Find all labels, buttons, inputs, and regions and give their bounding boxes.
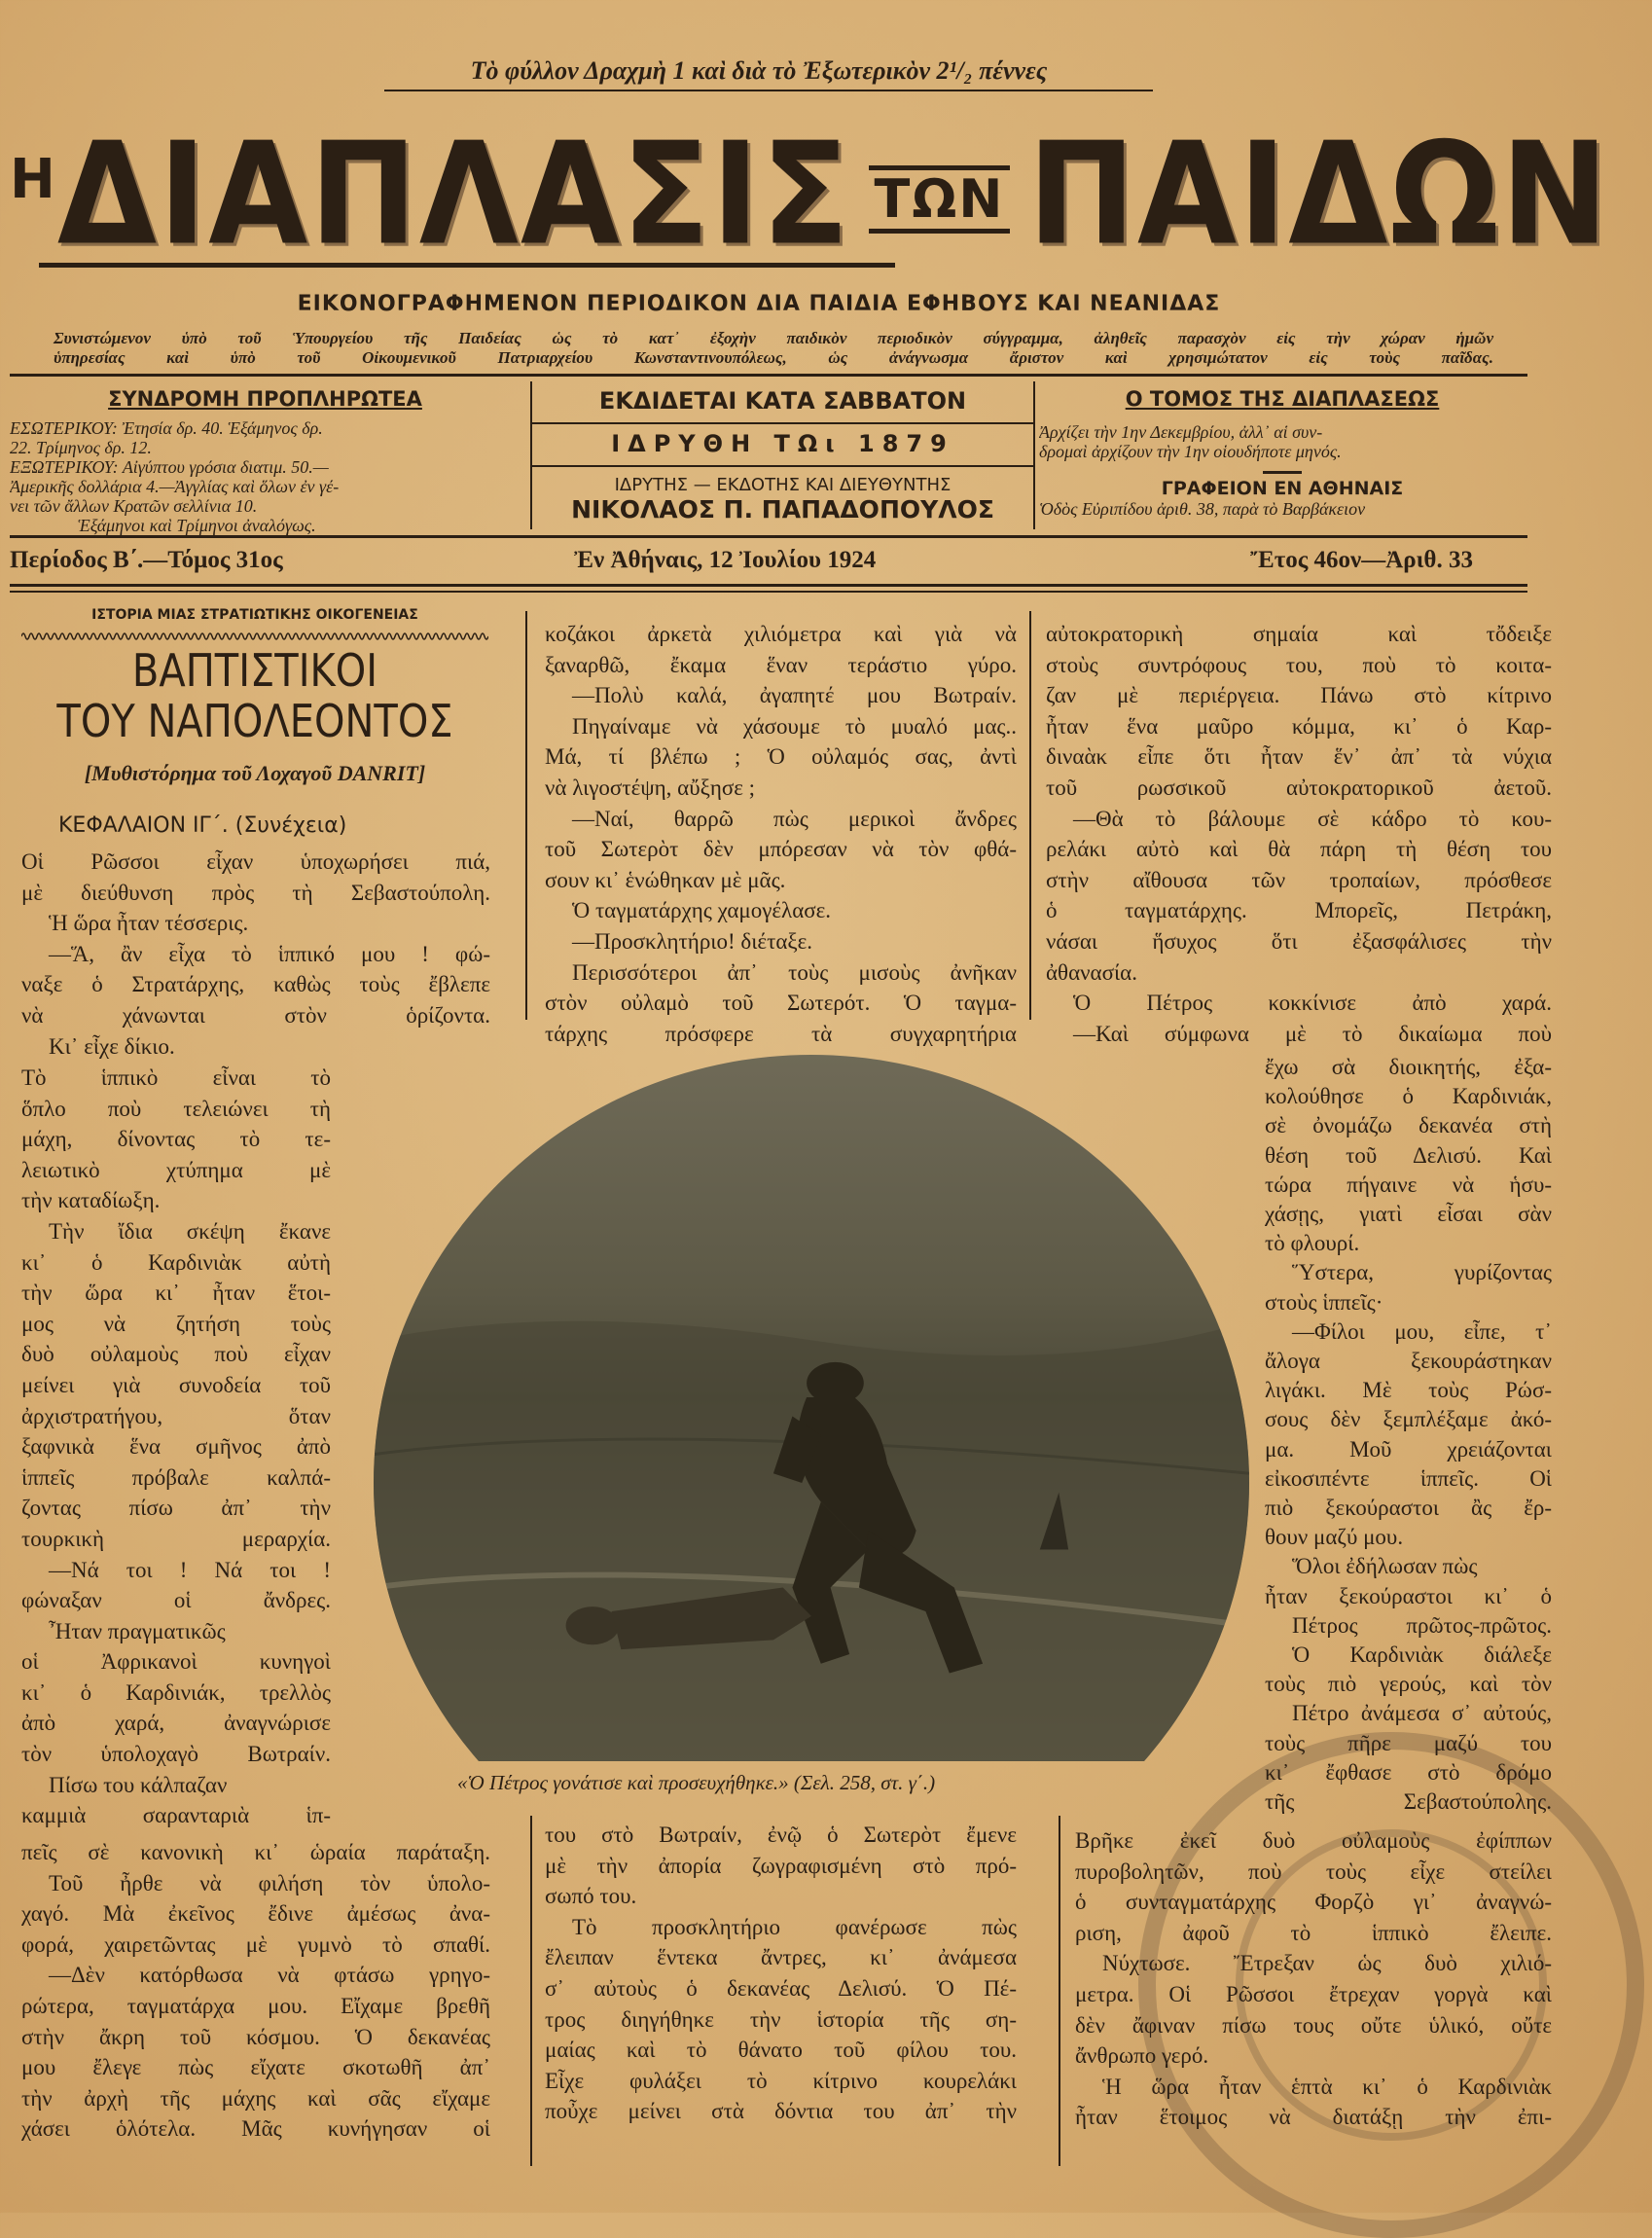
text-line: Τὸ ἱππικὸ εἶναι τὸ (21, 1065, 331, 1090)
text-line: πεῖς σὲ κανονικὴ κι᾿ ὡραία παράταξη. (21, 1840, 490, 1864)
text-line: δυὸ οὐλαμοὺς ποὺ εἶχαν (21, 1342, 331, 1367)
column-3-bottom (1075, 1825, 1552, 2133)
text-line: λειωτικὸ χτύπημα μὲ (21, 1157, 331, 1182)
illustration-caption: «Ὁ Πέτρος γονάτισε καὶ προσευχήθηκε.» (Σελ. 258, στ. γ΄.) (457, 1771, 936, 1794)
text-line: Πηγαίναμε νὰ χάσουμε τὸ μυαλό μας.. (572, 713, 1017, 739)
text-line: τὴν καταδίωξη. (21, 1188, 161, 1213)
subscription-line: Ἀμερικῆς δολλάρια 4.—Ἀγγλίας καὶ ὅλων ἐν γέ- (10, 477, 340, 496)
text-line: σὲ ὀνομάζω δεκανέα στὴ (1265, 1113, 1552, 1138)
text-line: μα. Μοῦ χρειάζονται (1265, 1436, 1552, 1462)
issue-date: Ἐν Ἀθήναις, 12 Ἰουλίου 1924 (574, 547, 877, 573)
text-line: Ὁ ταγματάρχης χαμογέλασε. (572, 898, 832, 923)
text-line: μὲ διεύθυνση πρὸς τὴ Σεβαστούπολη. (21, 880, 490, 905)
text-line: Πέτρος πρῶτος-πρῶτος. (1292, 1612, 1552, 1638)
text-line: στοὺς συντρόφους του, ποὺ τὸ κοιτα- (1046, 652, 1552, 677)
subscription-line: νει τῶν ἄλλων Κρατῶν σελλίνια 10. (10, 496, 258, 516)
column-1-top (21, 847, 490, 1062)
column-3-top (1046, 619, 1552, 1049)
text-line: μετρα. Οἱ Ρῶσσοι ἔτρεχαν γοργὰ καὶ (1075, 1981, 1552, 2006)
text-line: τουρκικὴ μεραρχία. (21, 1526, 331, 1551)
text-line: ὁ συνταγματάρχης Φορζὸ γι᾿ ἀναγνώ- (1075, 1890, 1552, 1915)
publisher-name: ΝΙΚΟΛΑΟΣ Π. ΠΑΠΑΔΟΠΟΥΛΟΣ (571, 495, 994, 523)
text-line: τὴν ὥρα κι᾿ ἦταν ἕτοι- (21, 1281, 331, 1306)
text-line: φορά, χαιρετῶντας μὲ γυμνὸ τὸ σπαθί. (21, 1931, 490, 1957)
text-line: θέση τοῦ Δελισύ. Καὶ (1265, 1142, 1552, 1168)
masthead-word-diaplasis: ΔΙΑΠΛΑΣΙΣ (56, 112, 851, 277)
text-line: ναξε ὁ Στρατάρχης, καθὼς τοὺς ἔβλεπε (21, 972, 490, 997)
text-line: Ὅλοι ἐδήλωσαν πὼς (1292, 1554, 1478, 1579)
text-line: τοὺς πῆρε μαζύ του (1265, 1730, 1552, 1755)
column-1-wrap (21, 1063, 331, 1831)
publication-schedule: ΕΚΔΙΔΕΤΑΙ ΚΑΤΑ ΣΑΒΒΑΤΟΝ (532, 381, 1033, 424)
text-line: σουν κι᾿ ἑνώθηκαν μὲ μᾶς. (545, 867, 786, 892)
column-rule (525, 611, 527, 1020)
text-line: —Νά τοι ! Νά τοι ! (49, 1557, 331, 1582)
text-line: ὅπλο ποὺ τελειώνει τὴ (21, 1096, 331, 1121)
article-title-line1: ΒΑΠΤΙΣΤΙΚΟΙ (131, 645, 378, 698)
text-line: ἀπὸ χαρά, ἀναγνώρισε (21, 1711, 331, 1736)
period-volume: Περίοδος Β΄.—Τόμος 31ος (10, 547, 283, 573)
text-line: ἦταν ἕτοιμος νὰ διατάξῃ τὴν ἐπι- (1075, 2105, 1552, 2130)
text-line: μὲ τὴν ἀπορία ζωγραφισμένη στὸ πρό- (545, 1853, 1017, 1878)
publisher-box (530, 381, 1035, 529)
text-line: στὴν ἄκρη τοῦ κόσμου. Ὁ δεκανέας (21, 2024, 490, 2049)
article-kicker: ΙΣΤΟΡΙΑ ΜΙΑΣ ΣΤΡΑΤΙΩΤΙΚΗΣ ΟΙΚΟΓΕΝΕΙΑΣ (91, 607, 418, 623)
divider (10, 584, 1527, 587)
founded-year: ΙΔΡΥΘΗ ΤΩι 1879 (532, 424, 1033, 467)
text-line: τὸν ὑπολοχαγὸ Βωτραίν. (21, 1742, 331, 1767)
text-line: μείνει γιὰ συνοδεία τοῦ (21, 1372, 331, 1397)
masthead-subtitle: ΕΙΚΟΝΟΓΡΑΦΗΜΕΝΟΝ ΠΕΡΙΟΔΙΚΟΝ ΔΙΑ ΠΑΙΔΙΑ ΕΦΗΒΟΥΣ ΚΑΙ ΝΕΑΝΙΔΑΣ (297, 292, 1221, 316)
text-line: Περισσότεροι ἀπ᾿ τοὺς μισοὺς ἀνῆκαν (572, 959, 1017, 985)
text-line: Ὁ Πέτρος κοκκίνισε ἀπὸ χαρά. (1073, 991, 1552, 1016)
subscription-box (10, 381, 521, 535)
column-2-bottom (545, 1820, 1017, 2127)
text-line: κοζάκοι ἀρκετὰ χιλιόμετρα καὶ γιὰ νὰ (545, 622, 1017, 646)
text-line: σ᾿ αὐτοὺς ὁ δεκανέας Δελισύ. Ὁ Πέ- (545, 1975, 1017, 2001)
text-line: πυροβολητῶν, ποὺ τοὺς εἶχε στείλει (1075, 1859, 1552, 1884)
text-line: Πίσω του κάλπαζαν (49, 1772, 228, 1797)
subscription-line: Ἑξάμηνοι καὶ Τρίμηνοι ἀναλόγως. (78, 516, 316, 535)
text-line: τοὺς πιὸ γερούς, καὶ τὸν (1265, 1672, 1552, 1697)
text-line: Ὕστερα, γυρίζοντας (1292, 1260, 1552, 1285)
subscription-line: ΕΞΩΤΕΡΙΚΟΥ: Αἰγύπτου γρόσια διατιμ. 50.— (10, 457, 329, 477)
text-line: —Πολὺ καλά, ἀγαπητέ μου Βωτραίν. (572, 683, 1017, 708)
subscription-title: ΣΥΝΔΡΟΜΗ ΠΡΟΠΛΗΡΩΤΕΑ (108, 387, 422, 411)
text-line: τοῦ ρωσσικοῦ αὐτοκρατορικοῦ ἀετοῦ. (1046, 775, 1552, 800)
text-line: Βρῆκε ἐκεῖ δυὸ οὐλαμοὺς ἐφίππων (1075, 1828, 1552, 1853)
text-line: στὸν οὐλαμὸ τοῦ Σωτερότ. Ὁ ταγμα- (545, 991, 1017, 1016)
text-line: νάσαι ἥσυχος ὅτι ἐξασφάλισες τὴν (1046, 928, 1552, 954)
text-line: ἔλειπαν ἕντεκα ἄντρες, κι᾿ ἀνάμεσα (545, 1945, 1017, 1970)
text-line: Κι᾿ εἶχε δίκιο. (49, 1033, 175, 1059)
article-byline: [Μυθιστόρημα τοῦ Λοχαγοῦ DANRIT] (84, 761, 426, 785)
wavy-divider (21, 631, 488, 642)
text-line: Ὁ Καρδινιὰκ διάλεξε (1292, 1642, 1552, 1668)
volume-line: δρομαὶ ἀρχίζουν τὴν 1ην οἱουδήποτε μηνός. (1039, 442, 1342, 461)
text-line: Μά, τί βλέπω ; Ὁ οὐλαμός σας, ἀντὶ (545, 744, 1017, 770)
text-line: ἀρχιστρατήγου, ὅταν (21, 1403, 331, 1428)
masthead-article: Η (10, 148, 57, 211)
text-line: κι᾿ ὁ Καρδινιὰκ αὐτὴ (21, 1249, 331, 1275)
text-line: χαγό. Μὰ ἐκεῖνος ἔδινε ἀμέσως ἀνα- (21, 1901, 490, 1927)
text-line: δὲν ἄφιναν πίσω τους οὔτε ὑλικό, οὔτε (1075, 2012, 1552, 2038)
volume-box (1039, 381, 1526, 529)
text-line: του στὸ Βωτραίν, ἐνῷ ὁ Σωτερὸτ ἔμενε (545, 1823, 1017, 1847)
column-rule (1029, 611, 1031, 1020)
text-line: τώρα πήγαινε νὰ ἡσυ- (1265, 1172, 1552, 1197)
column-rule (530, 1816, 532, 2166)
chapter-heading: ΚΕΦΑΛΑΙΟΝ ΙΓ΄. (Συνέχεια) (58, 813, 347, 838)
text-line: πιὸ ξεκούραστοι ἂς ἔρ- (1265, 1496, 1552, 1521)
text-line: στοὺς ἱππεῖς· (1265, 1289, 1383, 1315)
text-line: μου ἔλεγε πὼς εἴχατε σκοτωθῆ ἀπ᾿ (21, 2055, 490, 2080)
text-line: Ἦταν πραγματικῶς (49, 1618, 226, 1643)
text-line: ξαφνικὰ ἕνα σμῆνος ἀπὸ (21, 1434, 331, 1460)
divider (1263, 471, 1302, 474)
text-line: αὐτοκρατορικὴ σημαία καὶ τὄδειξε (1046, 622, 1552, 646)
endorsement-line: ὑπηρεσίας καὶ ὑπὸ τοῦ Οἰκουμενικοῦ Πατριαρχείου Κωνσταντινουπόλεως, ὡς ἀνάγνωσμα ἄριστον καὶ χρησιμώτατον εἰς τοὺς παῖδας. (54, 348, 1493, 367)
text-line: Εἶχε φυλάξει τὸ κίτρινο κουρελάκι (545, 2068, 1017, 2093)
column-1-bottom (21, 1837, 490, 2145)
text-line: σωπό του. (545, 1884, 637, 1909)
text-line: μαίας καὶ τὸ θάνατο τοῦ φίλου του. (545, 2038, 1017, 2063)
divider (10, 591, 1527, 593)
text-line: οἱ Ἀφρικανοὶ κυνηγοὶ (21, 1649, 331, 1675)
text-line: τάρχης πρόσφερε τὰ συγχαρητήρια (545, 1021, 1017, 1046)
subscription-line: 22. Τρίμηνος δρ. 12. (10, 438, 152, 457)
text-line: λιγάκι. Μὲ τοὺς Ρώσ- (1265, 1378, 1552, 1403)
text-line: ἀθανασία. (1046, 959, 1137, 985)
text-line: Ἡ ὥρα ἦταν ἑπτὰ κι᾿ ὁ Καρδινιὰκ (1102, 2074, 1552, 2099)
text-line: —Ἅ, ἂν εἶχα τὸ ἱππικό μου ! φώ- (49, 941, 490, 966)
divider (39, 263, 895, 268)
text-line: —Θὰ τὸ βάλουμε σὲ κάδρο τὸ κου- (1073, 806, 1552, 831)
masthead-word-paidon: ΠΑΙΔΩΝ (1027, 112, 1611, 277)
text-line: ζοντας πίσω ἀπ᾿ τὴν (21, 1496, 331, 1521)
issue-number: Ἔτος 46ον—Ἀριθ. 33 (1250, 547, 1473, 573)
text-line: ἱππεῖς πρόβαλε καλπά- (21, 1464, 331, 1490)
divider (10, 374, 1527, 377)
text-line: κι᾿ ἔφθασε στὸ δρόμο (1265, 1759, 1552, 1785)
text-line: κι᾿ ὁ Καρδινιάκ, τρελλὸς (21, 1679, 331, 1705)
text-line: —Φίλοι μου, εἶπε, τ᾿ (1292, 1318, 1552, 1344)
text-line: ἦταν ξεκούραστοι κι᾿ ὁ (1265, 1583, 1552, 1608)
text-line: Οἱ Ρῶσσοι εἶχαν ὑποχωρήσει πιά, (21, 849, 490, 874)
text-line: Τὴν ἴδια σκέψη ἔκανε (49, 1218, 331, 1244)
text-line: —Καὶ σύμφωνα μὲ τὸ δικαίωμα ποὺ (1073, 1021, 1552, 1046)
text-line: τὴν ἀρχὴ τῆς μάχης καὶ σᾶς εἴχαμε (21, 2085, 490, 2111)
text-line: ὁ ταγματάρχης. Μπορεῖς, Πετράκη, (1046, 898, 1552, 923)
text-line: ποὖχε μείνει στὰ δόντια του ἀπ᾿ τὴν (545, 2099, 1017, 2124)
text-line: ρελάκι αὐτὸ καὶ θὰ πάρη τὴ θέση του (1046, 837, 1552, 862)
text-line: ἦταν ἕνα μαῦρο κόμμα, κι᾿ ὁ Καρ- (1046, 713, 1552, 739)
text-line: —Ναί, θαρρῶ πὼς μερικοὶ ἄνδρες (572, 806, 1017, 831)
volume-line: Ἀρχίζει τὴν 1ην Δεκεμβρίου, ἀλλ᾿ αἱ συν- (1039, 422, 1323, 442)
text-line: διναὰκ εἶπε ὅτι ἦταν ἕν᾿ ἀπ᾿ τὰ νύχια (1046, 744, 1552, 770)
text-line: στὴν αἴθουσα τῶν τροπαίων, πρόσθεσε (1046, 867, 1552, 892)
text-line: μάχη, δίνοντας τὸ τε- (21, 1127, 331, 1152)
text-line: ἄλογα ξεκουράστηκαν (1265, 1349, 1552, 1374)
text-line: ρώτερα, ταγματάρχα μου. Εἴχαμε βρεθῆ (21, 1993, 490, 2018)
price-line: Τὸ φύλλον Δραχμὴ 1 καὶ διὰ τὸ Ἐξωτερικὸν 2¹/₂ πέννες (470, 56, 1048, 85)
divider (10, 535, 1527, 538)
subscription-line: ΕΣΩΤΕΡΙΚΟΥ: Ἐτησία δρ. 40. Ἑξάμηνος δρ. (10, 418, 323, 438)
volume-title: Ο ΤΟΜΟΣ ΤΗΣ ΔΙΑΠΛΑΣΕΩΣ (1125, 387, 1440, 411)
text-line: Τὸ προσκλητήριο φανέρωσε πὼς (572, 1914, 1017, 1939)
text-line: τὸ φλουρί. (1265, 1231, 1360, 1256)
text-line: εἰκοσιπέντε ἱππεῖς. Οἱ (1265, 1465, 1552, 1491)
text-line: Πέτρο ἀνάμεσα σ᾿ αὐτούς, (1292, 1701, 1552, 1726)
masthead-logo (10, 112, 1611, 282)
text-line: σους δὲν ξεμπλέξαμε ἀκό- (1265, 1407, 1552, 1432)
text-line: —Δὲν κατόρθωσα νὰ φτάσω γρηγο- (49, 1963, 490, 1988)
text-line: ξαναρθῶ, ἔκαμα ἕναν τεράστιο γύρο. (545, 652, 1017, 677)
text-line: ἔχω σὰ διοικητής, ἐξα- (1265, 1055, 1552, 1079)
text-line: τοῦ Σωτερὸτ δὲν μπόρεσαν νὰ τὸν φθά- (545, 837, 1017, 862)
text-line: ζαν μὲ περιέργεια. Πάνω στὸ κίτρινο (1046, 683, 1552, 708)
office-title: ΓΡΑΦΕΙΟΝ ΕΝ ΑΘΗΝΑΙΣ (1161, 478, 1404, 499)
text-line: χάσει ὁλότελα. Μᾶς κυνήγησαν οἱ (21, 2116, 490, 2142)
text-line: Τοῦ ἦρθε νὰ φιλήση τὸν ὑπολο- (49, 1870, 490, 1895)
text-line: θουν μαζύ μου. (1265, 1525, 1404, 1550)
text-line: καμμιὰ σαρανταριὰ ἱπ- (21, 1803, 331, 1828)
text-line: φώναξαν οἱ ἄνδρες. (21, 1588, 331, 1613)
text-line: χάσῃς, γιατὶ εἶσαι σὰν (1265, 1202, 1552, 1227)
column-3-wrap (1265, 1053, 1552, 1817)
office-address: Ὁδὸς Εὐριπίδου ἀριθ. 38, παρὰ τὸ Βαρβάκειον (1039, 499, 1366, 519)
text-line: ἄνθρωπο γερό. (1075, 2043, 1209, 2069)
divider (384, 90, 1153, 91)
text-line: Νύχτωσε. Ἔτρεξαν ὡς δυὸ χιλιό- (1102, 1951, 1552, 1976)
text-line: τρος διηγήθηκε τὴν ἱστορία τῆς ση- (545, 2006, 1017, 2032)
text-line: ριση, ἀφοῦ τὸ ἱππικὸ ἔλειπε. (1075, 1920, 1552, 1945)
text-line: νὰ χάνωνται στὸν ὁρίζοντα. (21, 1002, 490, 1028)
illustration-soldier-praying (374, 1055, 1249, 1761)
endorsement-line: Συνιστώμενον ὑπὸ τοῦ Ὑπουργείου τῆς Παιδείας ὡς τὸ κατ᾿ ἐξοχὴν παιδικὸν περιοδικὸν σύγγραμμα, ἀληθεῖς παρασχὸν εἰς τὴν χώραν ἡμῶν (54, 329, 1493, 347)
text-line: κολούθησε ὁ Καρδινιάκ, (1265, 1084, 1552, 1109)
publisher-role: ΙΔΡΥΤΗΣ — ΕΚΔΟΤΗΣ ΚΑΙ ΔΙΕΥΘΥΝΤΗΣ (614, 475, 952, 495)
masthead-word-ton: ΤΩΝ (869, 165, 1011, 234)
text-line: νὰ λιγοστέψη, αὔξησε ; (545, 775, 756, 800)
text-line: μος νὰ ζητήση τοὺς (21, 1311, 331, 1336)
article-title-line2: ΤΟΥ ΝΑΠΟΛΕΟΝΤΟΣ (56, 696, 453, 748)
text-line: Ἡ ὥρα ἦταν τέσσερις. (49, 911, 249, 936)
column-rule (1059, 1816, 1060, 2166)
text-line: τῆς Σεβαστούπολης. (1265, 1789, 1552, 1815)
column-2-top (545, 619, 1017, 1049)
text-line: —Προσκλητήριο! διέταξε. (572, 928, 813, 954)
